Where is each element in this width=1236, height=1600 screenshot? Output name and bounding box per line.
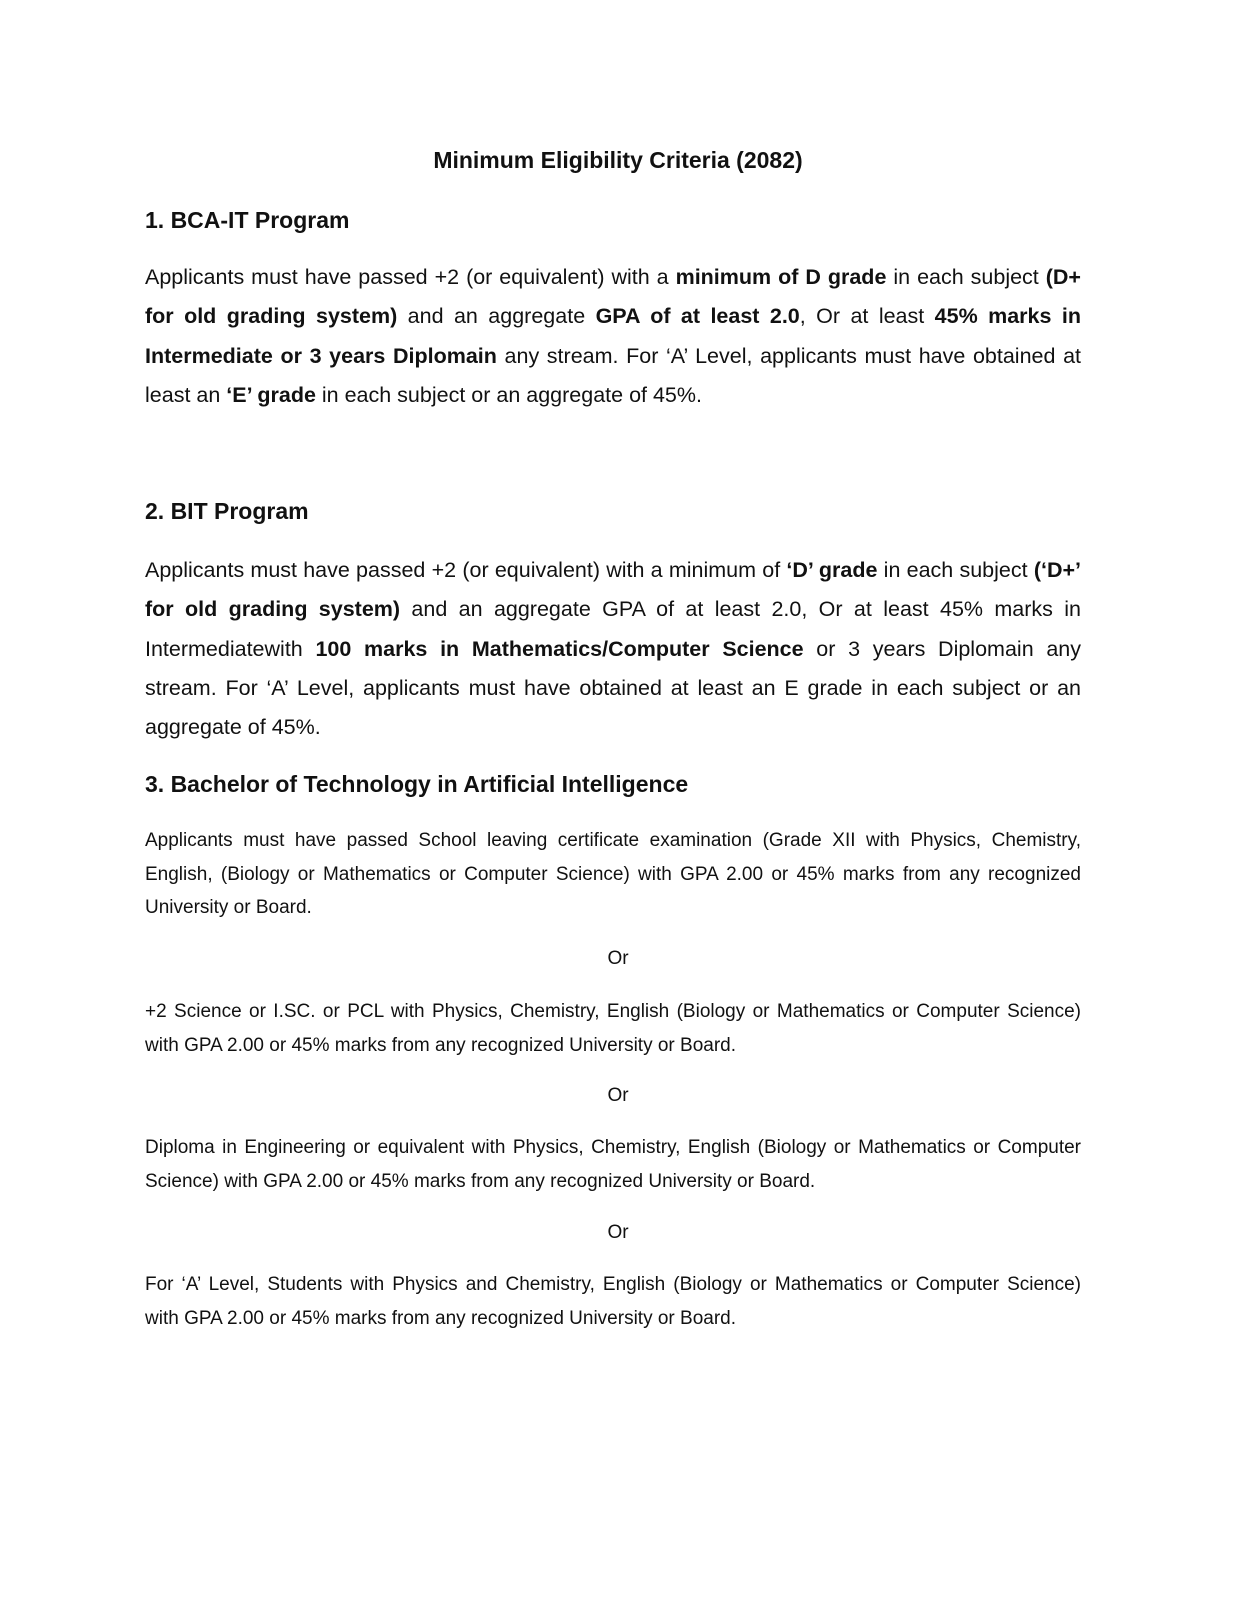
text-run: , Or at least bbox=[799, 304, 935, 329]
bold-text-run: (D+ for old grading system) bbox=[145, 265, 1081, 329]
text-run: or 3 years Diplomain any stream. For ‘A’ Level, applicants must have obtained at least an E grade in each subject or an aggregate of 45%. bbox=[145, 636, 1082, 740]
text-run: in each subject bbox=[886, 265, 1046, 289]
section-paragraph-bca-it bbox=[145, 258, 1081, 415]
bold-text-run: minimum of D grade bbox=[675, 265, 887, 289]
text-run: and an aggregate GPA of at least 2.0, Or at least 45% marks in Intermediatewith bbox=[145, 597, 1081, 661]
or-separator: Or bbox=[607, 1085, 629, 1106]
section-paragraph-bit bbox=[145, 551, 1081, 747]
text-run: and an aggregate bbox=[397, 304, 596, 329]
btech-ai-option-4: For ‘A’ Level, Students with Physics and Chemistry, English (Biology or Mathematics or Computer Science) with GPA 2.00 or 45% marks from any recognized University or Board. bbox=[145, 1274, 1081, 1329]
bold-text-run: ‘E’ grade bbox=[226, 382, 316, 407]
section-heading-bit: 2. BIT Program bbox=[145, 498, 309, 524]
document-title: Minimum Eligibility Criteria (2082) bbox=[433, 147, 803, 173]
bold-text-run: 45% marks in Intermediate or 3 years Diplomain bbox=[145, 304, 1081, 368]
text-run: in each subject bbox=[877, 558, 1034, 582]
or-separator: Or bbox=[607, 948, 629, 969]
or-separator: Or bbox=[607, 1222, 629, 1243]
btech-ai-option-2: +2 Science or I.SC. or PCL with Physics, Chemistry, English (Biology or Mathematics or Computer Science) with GPA 2.00 or 45% marks from any recognized University or Board. bbox=[145, 1001, 1081, 1056]
bold-text-run: 100 marks in Mathematics/Computer Science bbox=[315, 636, 804, 661]
text-run: Applicants must have passed +2 (or equivalent) with a bbox=[145, 265, 676, 289]
btech-ai-option-3: Diploma in Engineering or equivalent with Physics, Chemistry, English (Biology or Mathematics or Computer Science) with GPA 2.00 or 45% marks from any recognized University or Board. bbox=[145, 1137, 1081, 1192]
bold-text-run: ‘D’ grade bbox=[786, 558, 878, 582]
section-heading-bca-it: 1. BCA-IT Program bbox=[145, 207, 350, 233]
bold-text-run: (‘D+’ for old grading system) bbox=[145, 558, 1082, 622]
btech-ai-option-1: Applicants must have passed School leaving certificate examination (Grade XII with Physics, Chemistry, English, (Biology or Mathematics or Computer Science) with GPA 2.00 or 45% marks from any recognized University or Board. bbox=[145, 830, 1081, 918]
text-run: Applicants must have passed +2 (or equivalent) with a minimum of bbox=[145, 558, 787, 582]
section-heading-btech-ai: 3. Bachelor of Technology in Artificial Intelligence bbox=[145, 771, 689, 797]
bold-text-run: GPA of at least 2.0 bbox=[595, 304, 800, 329]
text-run: in each subject or an aggregate of 45%. bbox=[315, 382, 702, 407]
text-run: any stream. For ‘A’ Level, applicants must have obtained at least an bbox=[145, 343, 1082, 407]
